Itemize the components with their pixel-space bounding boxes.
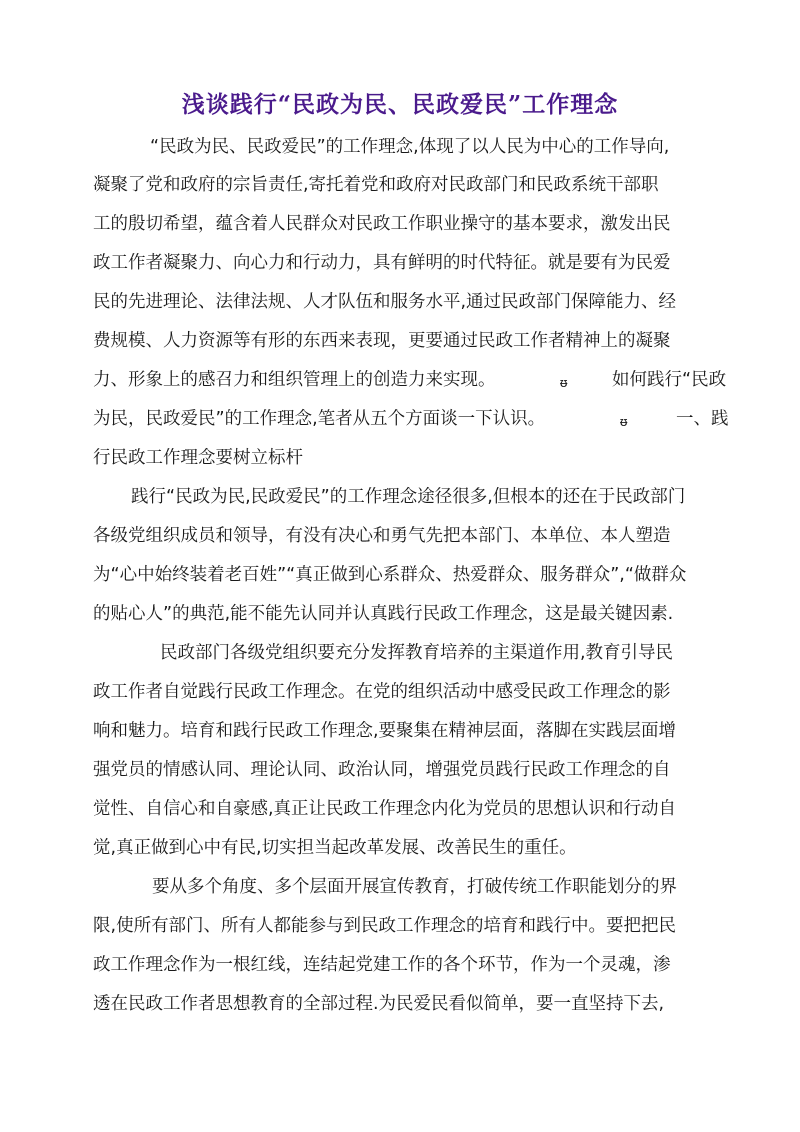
paragraph-line: 力、形象上的感召力和组织管理上的创造力来实现。 — [93, 370, 496, 390]
paragraph-line: 工的殷切希望，蕴含着人民群众对民政工作职业操守的基本要求，激发出民 — [93, 214, 671, 234]
paragraph-line: 各级党组织成员和领导，有没有决心和勇气先把本部门、本单位、本人塑造 — [93, 526, 671, 546]
paragraph-line: 政工作理念作为一根红线，连结起党建工作的各个环节，作为一个灵魂，渗 — [93, 955, 671, 975]
paragraph-line: 要从多个角度、多个层面开展宣传教育，打破传统工作职能划分的界 — [152, 877, 677, 897]
paragraph-line: 如何践行“民政 — [612, 370, 727, 390]
paragraph-line: 觉性、自信心和自豪感,真正让民政工作理念内化为党员的思想认识和行动自 — [93, 799, 677, 819]
paragraph-line: 透在民政工作者思想教育的全部过程.为民爱民看似简单，要一直坚持下去, — [93, 994, 665, 1014]
paragraph-line: 践行“民政为民,民政爱民”的工作理念途径很多,但根本的还在于民政部门 — [131, 487, 686, 507]
paragraph-line: 强党员的情感认同、理论认同、政治认同，增强党员践行民政工作理念的自 — [93, 760, 671, 780]
paragraph-line: 限,使所有部门、所有人都能参与到民政工作理念的培育和践行中。要把把民 — [93, 916, 677, 936]
document-title: 浅谈践行“民政为民、民政爱民”工作理念 — [181, 91, 619, 118]
paragraph-line: 一、践 — [676, 409, 729, 429]
paragraph-line: 民的先进理论、法律法规、人才队伍和服务水平,通过民政部门保障能力、经 — [93, 292, 677, 312]
paragraph-line: 为“心中始终装着老百姓”“真正做到心系群众、热爱群众、服务群众”,“做群众 — [93, 565, 687, 585]
paragraph-line: 凝聚了党和政府的宗旨责任,寄托着党和政府对民政部门和民政系统干部职 — [93, 175, 659, 195]
paragraph-line: 的贴心人”的典范,能不能先认同并认真践行民政工作理念，这是最关键因素. — [93, 604, 674, 624]
paragraph-line: “民政为民、民政爱民”的工作理念,体现了以人民为中心的工作导向, — [150, 137, 670, 157]
paragraph-line: 行民政工作理念要树立标杆 — [93, 448, 303, 468]
paragraph-mark: ᵿ — [620, 415, 628, 430]
paragraph-line: 民政部门各级党组织要充分发挥教育培养的主渠道作用,教育引导民 — [160, 643, 674, 663]
paragraph-line: 觉,真正做到心中有民,切实担当起改革发展、改善民生的重任。 — [93, 838, 577, 858]
paragraph-line: 政工作者自觉践行民政工作理念。在党的组织活动中感受民政工作理念的影 — [93, 682, 671, 702]
paragraph-line: 政工作者凝聚力、向心力和行动力，具有鲜明的时代特征。就是要有为民爱 — [93, 253, 671, 273]
paragraph-line: 费规模、人力资源等有形的东西来表现，更要通过民政工作者精神上的凝聚 — [93, 331, 671, 351]
paragraph-line: 响和魅力。培育和践行民政工作理念,要聚集在精神层面，落脚在实践层面增 — [93, 721, 677, 741]
paragraph-mark: ᵿ — [560, 376, 568, 391]
paragraph-line: 为民，民政爱民”的工作理念,笔者从五个方面谈一下认识。 — [93, 409, 546, 429]
